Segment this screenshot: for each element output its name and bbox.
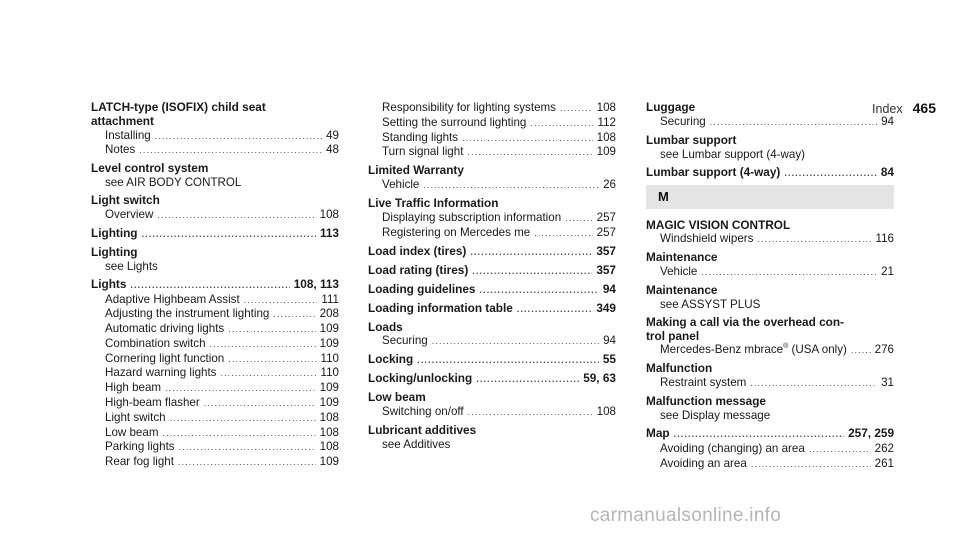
entry-title: Loads: [368, 319, 403, 334]
page-ref: 108: [319, 207, 339, 221]
page-ref: 113: [319, 225, 339, 240]
sub-entry-text: [105, 129, 151, 143]
sub-entry-label-suffix: (USA only): [788, 343, 847, 357]
dot-leader: [220, 367, 316, 381]
sub-entry-label: Rear fog light: [105, 455, 174, 469]
page-ref: 257: [596, 225, 616, 239]
entry-title: Live Traffic Information: [368, 196, 499, 211]
entry-title: trol panel: [646, 328, 700, 343]
sub-entry: [91, 337, 339, 352]
entry-title: Lumbar support (4-way): [646, 164, 781, 179]
page-ref: 21: [881, 265, 894, 279]
registered-mark: ®: [783, 343, 789, 351]
sub-entry-label: Notes: [105, 143, 136, 157]
entry-title: LATCH-type (ISOFIX) child seat: [91, 100, 266, 114]
dot-leader: [750, 377, 877, 391]
index-entry: [646, 316, 894, 358]
sub-entry-text: [105, 411, 166, 425]
dot-leader: [565, 212, 593, 226]
sub-entry-text: [382, 211, 561, 225]
sub-entry-text: [382, 438, 450, 452]
page-ref: 108: [596, 101, 616, 114]
sub-entry-text: [660, 232, 753, 246]
entry-title: Making a call via the overhead con-: [646, 314, 844, 329]
sub-entry: [91, 176, 339, 190]
sub-entry-label: High beam: [105, 381, 162, 395]
sub-entry-text: [660, 457, 747, 471]
dot-leader: [468, 406, 593, 420]
sub-entry-label: Light switch: [105, 410, 166, 424]
page-ref: 108: [319, 425, 339, 439]
page-number: 465: [912, 100, 936, 116]
sub-entry-text: [660, 298, 760, 312]
page-ref: 110: [320, 366, 339, 380]
entry-title: Lighting: [91, 244, 138, 259]
sub-entry: [91, 143, 339, 158]
entry-heading: [646, 362, 894, 376]
dot-leader: [157, 209, 315, 223]
dot-leader: [178, 456, 316, 470]
page-ref: 110: [320, 351, 339, 365]
sub-entry-label: Avoiding an area: [660, 456, 747, 470]
dot-leader: [142, 228, 316, 242]
page-ref: 112: [597, 115, 616, 129]
index-column-3: [646, 101, 894, 476]
sub-entry-label: Responsibility for lighting systems: [382, 101, 556, 114]
index-entry: [646, 134, 894, 162]
dot-leader: [757, 233, 871, 247]
sub-entry-label: Overview: [105, 207, 154, 221]
entry-heading: [646, 316, 894, 330]
sub-entry-text: [660, 343, 847, 357]
page-ref: 55: [602, 352, 616, 367]
page-ref: 111: [321, 292, 339, 306]
sub-entry: [91, 366, 339, 381]
dot-leader: [432, 335, 599, 349]
sub-entry: [91, 307, 339, 322]
sub-entry-label: Securing: [660, 114, 706, 128]
page-ref: 26: [603, 178, 616, 192]
sub-entry-label: see ASSYST PLUS: [660, 297, 761, 311]
index-entry: [368, 164, 616, 193]
sub-entry-text: [382, 145, 463, 159]
entry-heading: [91, 162, 339, 176]
sub-entry-label: Securing: [382, 334, 428, 348]
sub-entry-text: [660, 442, 805, 456]
dot-leader: [480, 284, 599, 298]
sub-entry-text: [382, 226, 530, 240]
sub-entry-text: [382, 178, 419, 192]
sub-entry-text: [105, 381, 161, 395]
dot-leader: [701, 266, 877, 280]
sub-entry: [646, 442, 894, 457]
entry-heading: [368, 283, 616, 298]
entry-title: Load rating (tires): [368, 262, 469, 277]
dot-leader: [851, 344, 871, 358]
sub-entry: [91, 440, 339, 455]
entry-title: Locking: [368, 352, 414, 367]
index-entry: [368, 302, 616, 317]
sub-entry-label: see Display message: [660, 409, 771, 423]
sub-entry: [91, 208, 339, 223]
entry-title: Map: [646, 426, 670, 441]
page-ref: 108: [319, 410, 339, 424]
sub-entry: [646, 409, 894, 423]
sub-entry-text: [382, 131, 458, 145]
sub-entry: [368, 178, 616, 193]
sub-entry-text: [660, 409, 770, 423]
sub-entry-label: Parking lights: [105, 440, 175, 454]
sub-entry-text: [105, 293, 240, 307]
sub-entry: [368, 211, 616, 226]
sub-entry: [646, 376, 894, 391]
sub-entry-text: [660, 148, 805, 162]
sub-entry-text: [382, 101, 556, 115]
dot-leader: [476, 373, 579, 387]
entry-title: Lights: [91, 276, 127, 291]
dot-leader: [530, 117, 593, 131]
sub-entry: [646, 232, 894, 247]
dot-leader: [751, 458, 871, 472]
sub-entry-label: Displaying subscription information: [382, 210, 562, 224]
sub-entry-label: Vehicle: [382, 178, 420, 192]
entry-title: Low beam: [368, 390, 426, 405]
entry-title: attachment: [91, 113, 154, 128]
index-entry: [646, 166, 894, 181]
sub-entry-text: [382, 334, 428, 348]
index-entry: [368, 197, 616, 240]
sub-entry-label: Restraint system: [660, 376, 747, 390]
entry-heading: [91, 194, 339, 208]
page-ref: 109: [319, 455, 339, 469]
entry-title: Light switch: [91, 193, 160, 208]
sub-entry: [91, 396, 339, 411]
entry-heading: [91, 246, 339, 260]
index-entry: [646, 427, 894, 471]
entry-title: Loading guidelines: [368, 281, 476, 296]
entry-heading: [646, 219, 894, 233]
dot-leader: [228, 353, 316, 367]
sub-entry: [91, 426, 339, 441]
page-ref: 94: [881, 114, 894, 128]
sub-entry-label: Hazard warning lights: [105, 366, 217, 380]
index-entry: [91, 162, 339, 190]
sub-entry: [646, 457, 894, 472]
page-ref: 116: [875, 232, 894, 246]
sub-entry-text: [105, 143, 135, 157]
sub-entry-text: [105, 366, 216, 380]
dot-leader: [244, 294, 318, 308]
entry-heading: [646, 134, 894, 148]
page-ref: 357: [596, 262, 616, 277]
index-entry: [91, 194, 339, 223]
page-ref: 109: [319, 396, 339, 410]
page-ref: 262: [874, 441, 894, 455]
index-entry: [368, 372, 616, 387]
sub-entry-label: Turn signal light: [382, 145, 464, 159]
entry-heading: [368, 164, 616, 178]
dot-leader: [534, 227, 592, 241]
dot-leader: [170, 412, 316, 426]
index-entry: [646, 395, 894, 423]
index-entry: [646, 101, 894, 130]
entry-heading: [368, 372, 616, 387]
entry-title: MAGIC VISION CONTROL: [646, 217, 791, 232]
entry-title: Load index (tires): [368, 243, 467, 258]
index-entry: [368, 321, 616, 350]
sub-entry-label: Combination switch: [105, 336, 206, 350]
page-ref: 208: [319, 307, 339, 321]
sub-entry-text: [382, 405, 464, 419]
page-ref: 94: [602, 281, 616, 296]
sub-entry: [368, 438, 616, 452]
entry-heading: [646, 395, 894, 409]
sub-entry-text: [105, 307, 269, 321]
sub-entry: [91, 352, 339, 367]
sub-entry: [368, 405, 616, 420]
entry-heading: [368, 321, 616, 335]
index-entry: [368, 353, 616, 368]
page-ref: 276: [874, 343, 894, 357]
page-ref: 109: [319, 336, 339, 350]
sub-entry-text: [660, 115, 706, 129]
sub-entry: [646, 343, 894, 358]
entry-title: Loading information table: [368, 300, 513, 315]
dot-leader: [228, 323, 315, 337]
sub-entry-text: [660, 376, 746, 390]
entry-title: Luggage: [646, 100, 696, 114]
sub-entry-label: Registering on Mercedes me: [382, 225, 531, 239]
letter-heading: M: [658, 189, 669, 205]
page-ref: 109: [319, 322, 339, 336]
sub-entry: [91, 260, 339, 274]
entry-title: Lighting: [91, 225, 138, 240]
sub-entry-label: Avoiding (changing) an area: [660, 441, 805, 455]
page-ref: 109: [596, 145, 616, 159]
index-entry: [368, 245, 616, 260]
dot-leader: [165, 382, 316, 396]
page-ref: 59, 63: [583, 371, 616, 386]
page-ref: 94: [603, 334, 616, 348]
page-ref: 108: [596, 405, 616, 419]
section-label: Index: [872, 102, 903, 116]
index-entry: [368, 391, 616, 420]
page-ref: 257: [596, 210, 616, 224]
entry-title: Limited Warranty: [368, 163, 464, 178]
sub-entry: [646, 148, 894, 162]
entry-title: Lumbar support: [646, 132, 737, 147]
index-entry: [368, 264, 616, 279]
page-ref: 49: [326, 128, 339, 142]
page-ref: 349: [596, 300, 616, 315]
sub-entry-text: [105, 396, 200, 410]
index-column-2: [368, 101, 616, 456]
sub-entry: [368, 334, 616, 349]
sub-entry: [91, 129, 339, 144]
entry-heading: [646, 427, 894, 442]
sub-entry-text: [105, 176, 241, 190]
sub-entry-text: [660, 265, 697, 279]
sub-entry: [368, 145, 616, 160]
sub-entry-label: Low beam: [105, 425, 159, 439]
page-ref: 108, 113: [293, 276, 339, 291]
entry-heading: [368, 353, 616, 368]
sub-entry-label: Standing lights: [382, 130, 459, 144]
dot-leader: [210, 338, 316, 352]
sub-entry: [91, 293, 339, 308]
index-entry: [646, 219, 894, 248]
page-ref: 109: [319, 381, 339, 395]
dot-leader: [470, 246, 592, 260]
index-entry: [368, 101, 616, 160]
page-ref: 31: [881, 376, 894, 390]
entry-heading: [646, 284, 894, 298]
dot-leader: [130, 279, 289, 293]
entry-title: Malfunction message: [646, 394, 766, 409]
sub-entry-text: [105, 337, 206, 351]
watermark: carmanualsonline.info: [590, 505, 782, 526]
sub-entry-text: [105, 352, 224, 366]
index-entry: [646, 362, 894, 391]
sub-entry: [368, 131, 616, 146]
index-column-1: [91, 101, 339, 474]
sub-entry-text: [105, 322, 224, 336]
sub-entry-label: Automatic driving lights: [105, 322, 225, 336]
entry-heading: [368, 264, 616, 279]
sub-entry-label: see Lights: [105, 259, 158, 273]
sub-entry-text: [105, 208, 153, 222]
sub-entry-label: High-beam flasher: [105, 396, 200, 410]
entry-title: Level control system: [91, 161, 209, 176]
entry-heading: [646, 101, 894, 115]
dot-leader: [204, 397, 316, 411]
sub-entry: [91, 381, 339, 396]
index-entry: [91, 101, 339, 158]
dot-leader: [809, 443, 871, 457]
sub-entry-text: [105, 455, 174, 469]
dot-leader: [472, 265, 592, 279]
entry-title: Maintenance: [646, 250, 718, 265]
dot-leader: [163, 427, 316, 441]
dot-leader: [155, 130, 322, 144]
entry-heading: [91, 115, 339, 129]
sub-entry-label: Cornering light function: [105, 351, 225, 365]
page-ref: 261: [874, 456, 894, 470]
sub-entry-label: see Additives: [382, 438, 451, 451]
sub-entry-text: [105, 426, 159, 440]
entry-heading: [368, 197, 616, 211]
page-ref: 257, 259: [848, 426, 894, 441]
dot-leader: [139, 144, 322, 158]
index-entry: [91, 246, 339, 274]
entry-heading: [368, 391, 616, 405]
dot-leader: [710, 116, 877, 130]
sub-entry: [368, 101, 616, 116]
entry-title: Malfunction: [646, 361, 713, 376]
sub-entry-label: Adjusting the instrument lighting: [105, 307, 270, 321]
entry-heading: [368, 424, 616, 438]
sub-entry-label: Setting the surround lighting: [382, 115, 527, 129]
entry-heading: [91, 101, 339, 115]
dot-leader: [179, 441, 316, 455]
entry-heading: [91, 227, 339, 242]
dot-leader: [423, 179, 599, 193]
dot-leader: [784, 167, 877, 181]
sub-entry: [368, 226, 616, 241]
sub-entry-label: Adaptive Highbeam Assist: [105, 292, 240, 306]
sub-entry: [91, 455, 339, 470]
sub-entry-text: [105, 440, 175, 454]
index-entry: [368, 424, 616, 452]
entry-title: Maintenance: [646, 283, 718, 298]
sub-entry: [646, 265, 894, 280]
sub-entry: [368, 116, 616, 131]
index-group-l-end: [646, 101, 894, 180]
sub-entry: [91, 322, 339, 337]
entry-heading: [368, 245, 616, 260]
index-entry: [91, 278, 339, 470]
sub-entry-label: Mercedes-Benz mbrace: [660, 343, 784, 357]
index-entry: [646, 251, 894, 280]
page-ref: 108: [319, 440, 339, 454]
entry-heading: [91, 278, 339, 293]
page-ref: 357: [596, 243, 616, 258]
index-entry: [91, 227, 339, 242]
index-group-m: [646, 219, 894, 472]
sub-entry-text: [105, 260, 158, 274]
page-ref: 108: [596, 130, 616, 144]
dot-leader: [674, 428, 844, 442]
entry-title: Lubricant additives: [368, 423, 477, 438]
index-entry: [646, 284, 894, 312]
entry-title: Locking/unlocking: [368, 371, 473, 386]
sub-entry: [646, 298, 894, 312]
entry-heading: [646, 251, 894, 265]
dot-leader: [467, 146, 592, 160]
dot-leader: [517, 303, 592, 317]
sub-entry-label: Windshield wipers: [660, 232, 754, 246]
dot-leader: [273, 308, 315, 322]
page-ref: 48: [326, 143, 339, 157]
sub-entry-label: see Lumbar support (4-way): [660, 147, 805, 161]
letter-divider: [646, 185, 894, 209]
entry-heading: [646, 330, 894, 344]
entry-heading: [368, 302, 616, 317]
dot-leader: [417, 354, 599, 368]
dot-leader: [560, 102, 593, 116]
page-ref: 84: [880, 164, 894, 179]
sub-entry-label: Installing: [105, 128, 151, 142]
sub-entry-label: Vehicle: [660, 265, 698, 279]
sub-entry-text: [382, 116, 526, 130]
index-entry: [368, 283, 616, 298]
entry-heading: [646, 166, 894, 181]
sub-entry-label: see AIR BODY CONTROL: [105, 176, 242, 190]
sub-entry: [646, 115, 894, 130]
sub-entry: [91, 411, 339, 426]
sub-entry-label: Switching on/off: [382, 405, 464, 419]
dot-leader: [462, 132, 593, 146]
